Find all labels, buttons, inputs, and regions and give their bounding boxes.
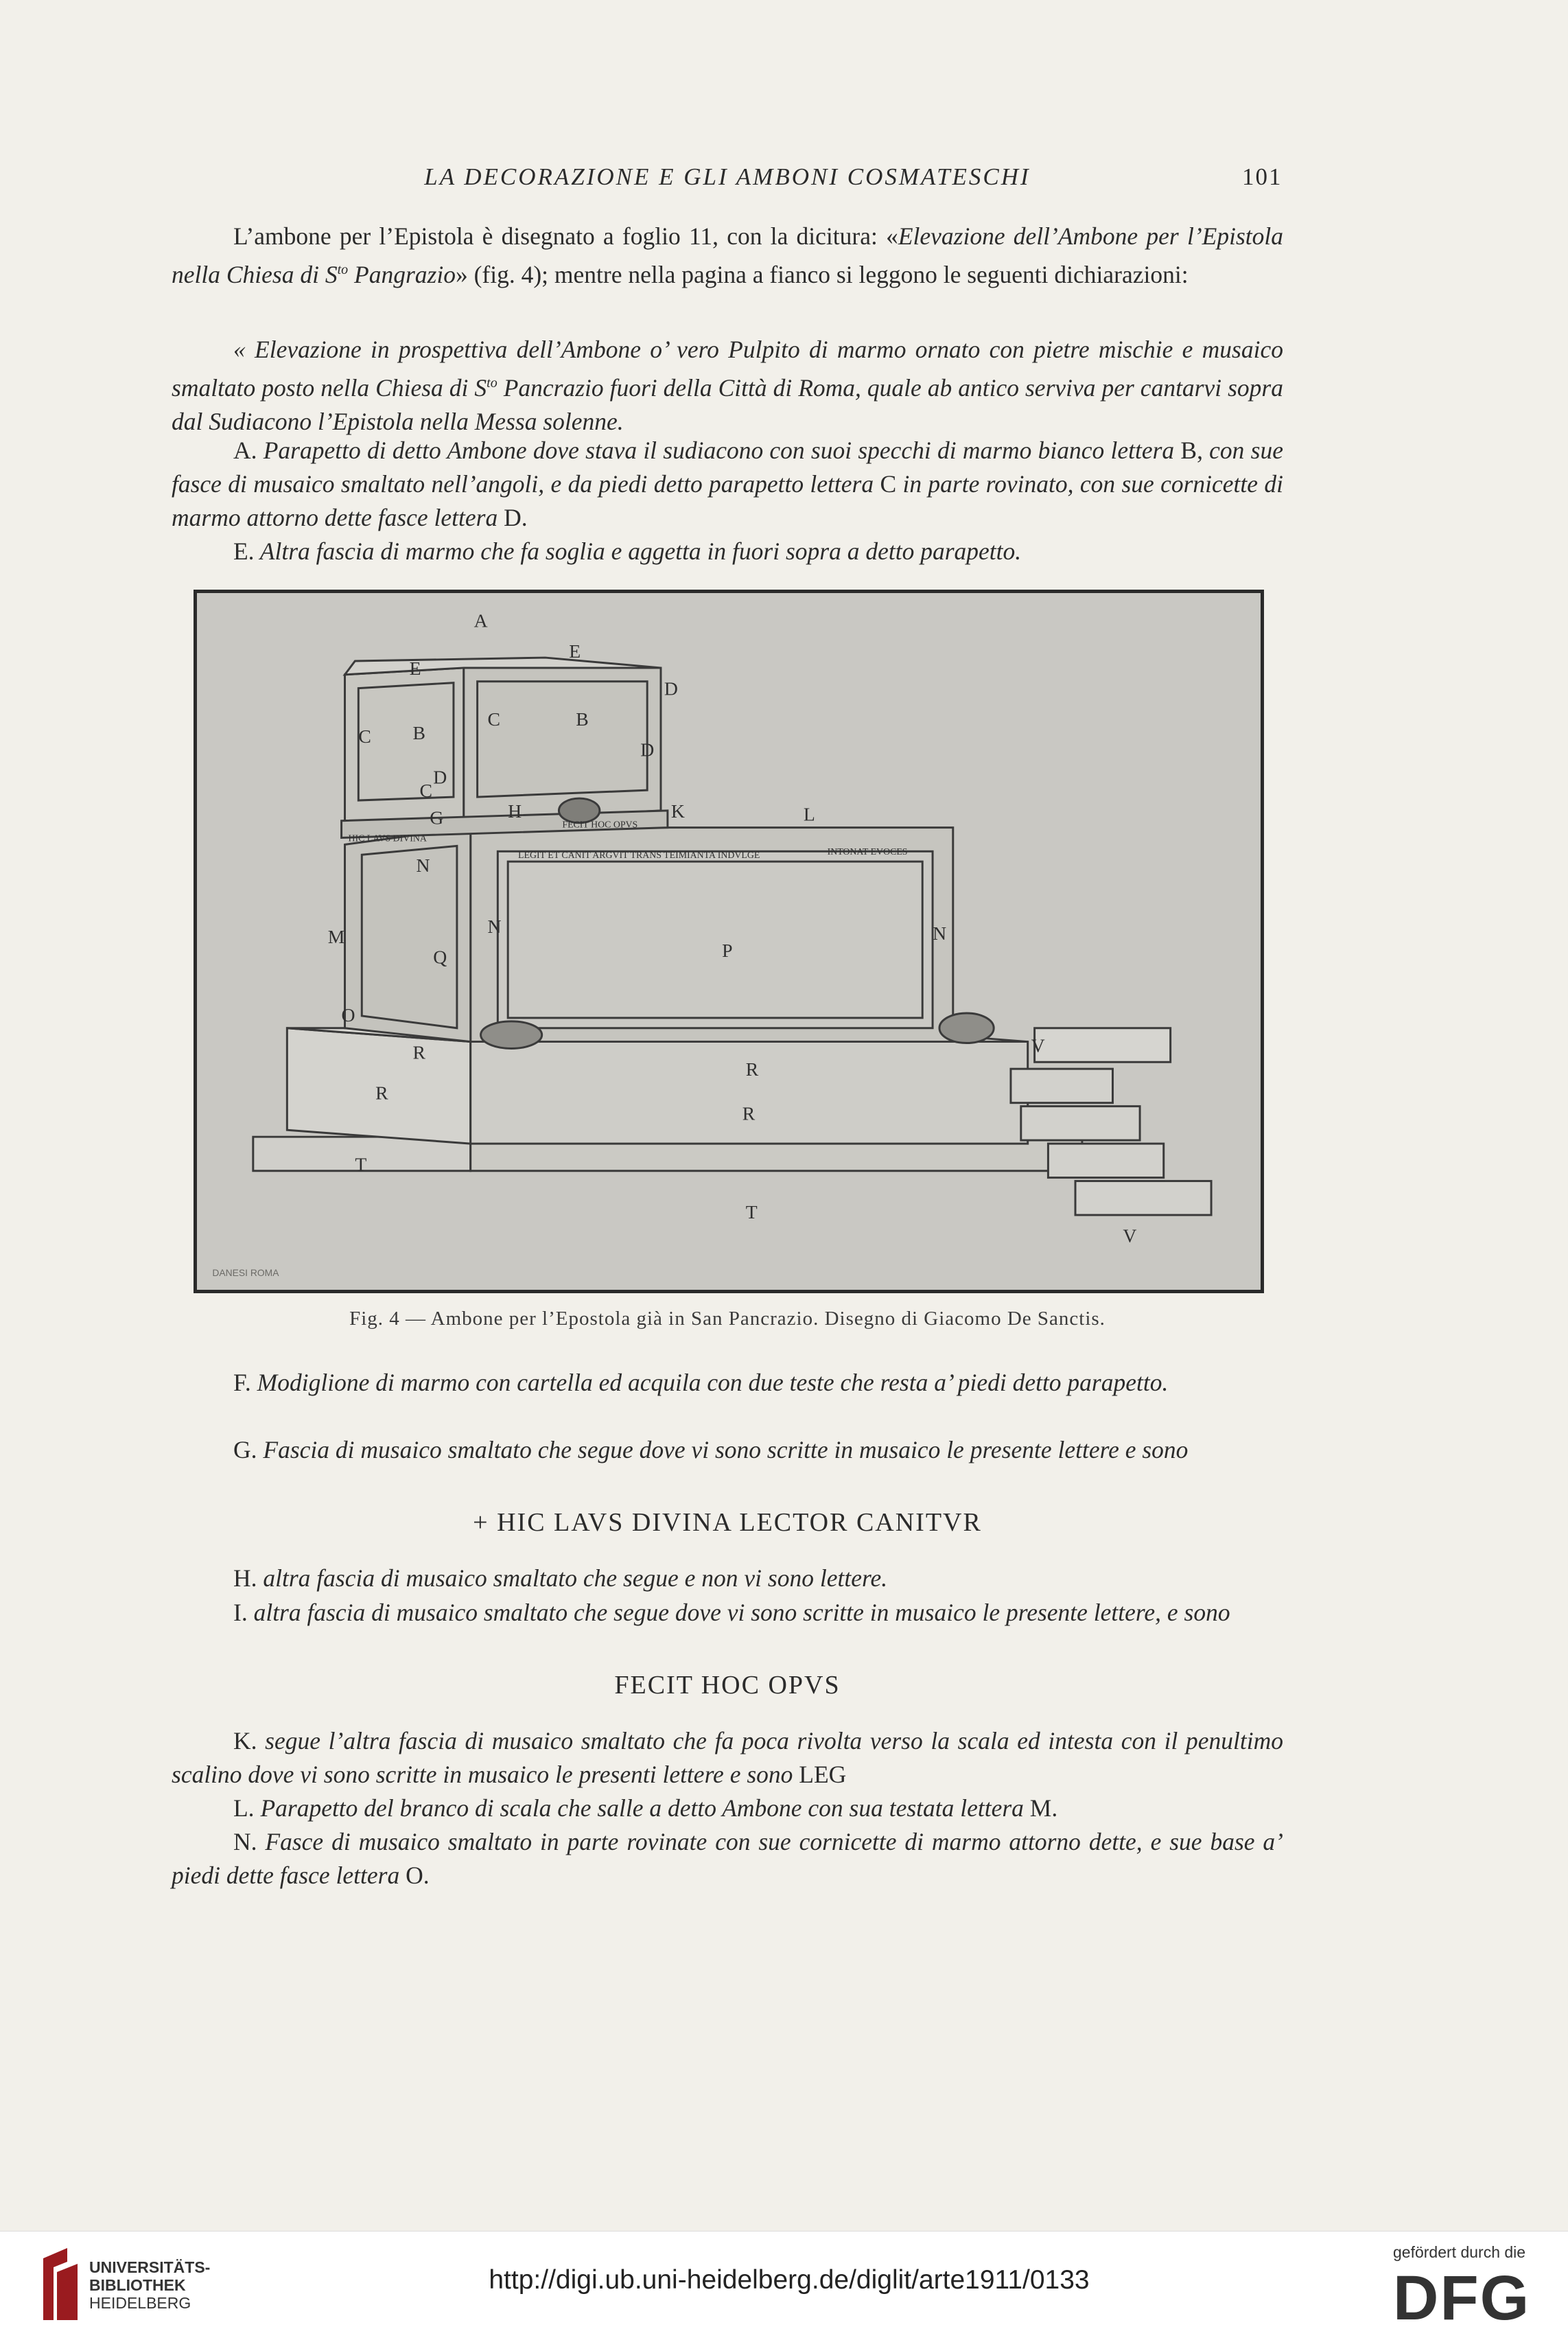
running-title: LA DECORAZIONE E GLI AMBONI COSMATESCHI (424, 163, 1031, 190)
paragraph-g: G. Fascia di musaico smaltato che segue dove vi sono scritte in musaico le presente lettere e sono (233, 1436, 1189, 1463)
ambone-drawing (194, 590, 1264, 1293)
fig-label: M (327, 925, 345, 947)
fig-label: D (664, 677, 678, 699)
intro-paragraph: L’ambone per l’Epistola è disegnato a foglio 11, con la dicitura: «Elevazione dell’Ambone per l’Epistola nella Chiesa di $S^{to}$ Pangrazio» (fig. 4); mentre nella pagina a fianco si leggono le seguenti dichiarazioni: (172, 222, 1283, 288)
fig-inscription: LEGIT ET CANIT ARGVIT TRANS TEIMIANTA INDVLGE (518, 850, 760, 861)
fig-label: H (508, 800, 522, 822)
fig-label: E (409, 657, 421, 679)
fig-label: R (412, 1041, 426, 1063)
paragraph-f: F. Modiglione di marmo con cartella ed acquila con due teste che resta a’ piedi detto parapetto. (233, 1369, 1169, 1396)
fig-label: N (933, 923, 947, 945)
figure-caption: Fig. 4 — Ambone per l’Epostola già in San Pancrazio. Disegno di Giacomo De Sanctis. (349, 1308, 1105, 1330)
fig-label: O (341, 1004, 355, 1026)
fig-label: G (430, 807, 444, 829)
fig-label: T (745, 1201, 758, 1223)
dfg-logo[interactable]: DFG (1393, 2263, 1531, 2333)
fig-label: C (419, 780, 432, 802)
fig-label: V (1123, 1225, 1137, 1247)
paragraph-l: L. Parapetto del branco di scala che salle a detto Ambone con sua testata lettera M. (233, 1794, 1058, 1822)
library-name[interactable]: UNIVERSITÄTS- BIBLIOTHEK HEIDELBERG (89, 2258, 211, 2312)
quote-paragraph-intro: « Elevazione in prospettiva dell’Ambone o’ vero Pulpito di marmo ornato con pietre mischie e musaico smaltato posto nella Chiesa di $S^{to}$ Pancrazio fuori della Città di Roma, quale ab antico serviva per cantarvi sopra dal Sudiacono l’Epistola nella Messa solenne. (172, 336, 1283, 435)
fig-inscription: HIC LAVS DIVINA (348, 833, 427, 844)
paragraph-k: K. segue l’altra fascia di musaico smaltato che fa poca rivolta verso la scala ed intesta con il penultimo scalino dove vi sono scritte in musaico le presenti lettere e sono LEG (172, 1727, 1283, 1788)
fig-inscription: FECIT HOC OPVS (562, 819, 638, 830)
fig-label: R (745, 1058, 759, 1080)
paragraph-n: N. Fasce di musaico smaltato in parte rovinate con sue cornicette di marmo attorno dette, e sue base a’ piedi dette fasce lettera O. (172, 1828, 1283, 1889)
ambone-illustration (197, 593, 1261, 1290)
fig-label: C (358, 725, 371, 747)
fig-label: D (433, 766, 447, 788)
fig-label: N (416, 855, 430, 876)
fig-label: V (1031, 1034, 1045, 1056)
fig-label: A (473, 610, 488, 632)
fig-label: R (375, 1082, 388, 1104)
fig-label: E (569, 640, 581, 662)
fig-label: C (487, 708, 500, 730)
fig-label: L (803, 803, 815, 825)
fig-label: B (412, 721, 426, 743)
quote-paragraph-a: A. Parapetto di detto Ambone dove stava il sudiacono con suoi specchi di marmo bianco lettera B, con sue fasce di musaico smaltato nell’angoli, e da piedi detto parapetto lettera C in parte rovinato, con sue cornicette di marmo attorno dette fasce lettera D. (172, 437, 1283, 531)
inscription-hic-laus: + HIC LAVS DIVINA LECTOR CANITVR (473, 1508, 982, 1537)
fig-label: T (355, 1153, 367, 1175)
fig-inscription: INTONAT EVOCES (827, 846, 908, 857)
funded-by-label: gefördert durch die (1393, 2243, 1526, 2261)
inscription-fecit: FECIT HOC OPVS (614, 1671, 841, 1700)
fig-label: B (576, 708, 589, 730)
fig-label: N (487, 916, 502, 938)
fig-signature: DANESI ROMA (212, 1267, 279, 1279)
fig-label: D (640, 739, 655, 761)
permalink-url[interactable]: http://digi.ub.uni-heidelberg.de/diglit/arte1911/0133 (489, 2265, 1090, 2295)
fig-label: P (722, 939, 733, 961)
page-number: 101 (1242, 163, 1283, 190)
library-logo-icon[interactable] (40, 2245, 81, 2324)
paragraph-h: H. altra fascia di musaico smaltato che segue e non vi sono lettere. (233, 1564, 888, 1592)
fig-label: Q (433, 946, 447, 968)
fig-label: R (742, 1102, 756, 1124)
paragraph-i: I. altra fascia di musaico smaltato che segue dove vi sono scritte in musaico le presente lettere, e sono (233, 1599, 1230, 1626)
fig-label: K (670, 800, 685, 822)
quote-paragraph-e: E. Altra fascia di marmo che fa soglia e aggetta in fuori sopra a detto parapetto. (233, 537, 1022, 565)
